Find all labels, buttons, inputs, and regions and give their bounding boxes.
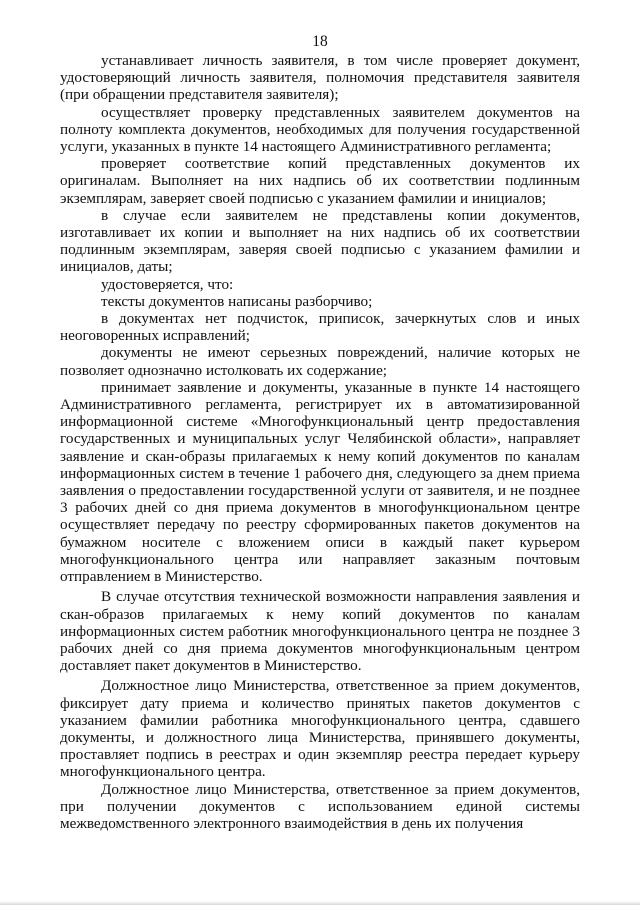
paragraph: осуществляет проверку представленных заявителем документов на полноту комплекта документов, необходимых для получения государственной услуги, указанных в пункте 14 настоящего Административного регламента; [60,103,580,156]
paragraph: В случае отсутствия технической возможности направления заявления и скан-образов прилагаемых к нему копий документов по каналам информационных систем работник многофункционального центра не позднее 3 рабочих дней со дня приема документов многофункциональным центром доставляет пакет документов в Министерство. [60,588,580,675]
paragraph: документы не имеют серьезных повреждений, наличие которых не позволяет однозначно истолковать их содержание; [60,344,580,379]
paragraph: устанавливает личность заявителя, в том числе проверяет документ, удостоверяющий личность заявителя, полномочия представителя заявителя (при обращении представителя заявителя); [60,52,580,104]
paragraph: принимает заявление и документы, указанные в пункте 14 настоящего Административного регламента, регистрирует их в автоматизированной информационной системе «Многофункциональный центр предоставления государственных и муниципальных услуг Челябинской области», направляет заявление и скан-образы прилагаемых к нему копий документов по каналам информационных систем в течение 1 рабочего дня, следующего за днем приема заявления о предоставлении государственной услуги от заявителя, и не позднее 3 рабочих дней со дня приема документов в многофункциональном центре осуществляет передачу по реестру сформированных пакетов документов на бумажном носителе с вложением описи в каждый пакет курьером многофункционального центра или направляет заказным почтовым отправлением в Министерство. [60,378,580,586]
paragraph: в документах нет подчисток, приписок, зачеркнутых слов и иных неоговоренных исправлений; [60,310,580,345]
paragraph: Должностное лицо Министерства, ответственное за прием документов, при получении документов с использованием единой системы межведомственного электронного взаимодействия в день их получения [60,780,580,832]
document-body [60,52,580,832]
scan-edge [0,901,640,905]
paragraph: в случае если заявителем не представлены копии документов, изготавливает их копии и выполняет на них надпись об их соответствии подлинным экземплярам, заверяя своей подписью с указанием фамилии и инициалов, даты; [60,206,580,276]
page-number: 18 [312,33,328,50]
paragraph: удостоверяется, что: [101,275,234,293]
paragraph: тексты документов написаны разборчиво; [101,292,373,310]
paragraph: Должностное лицо Министерства, ответственное за прием документов, фиксирует дату приема и количество принятых пакетов документов с указанием фамилии работника многофункционального центра, сдавшего документы, и должностного лица Министерства, принявшего документы, проставляет подпись в реестрах и один экземпляр реестра передает курьеру многофункционального центра. [60,677,580,781]
paragraph: проверяет соответствие копий представленных документов их оригиналам. Выполняет на них надпись об их соответствии подлинным экземплярам, заверяет своей подписью с указанием фамилии и инициалов; [60,155,580,207]
